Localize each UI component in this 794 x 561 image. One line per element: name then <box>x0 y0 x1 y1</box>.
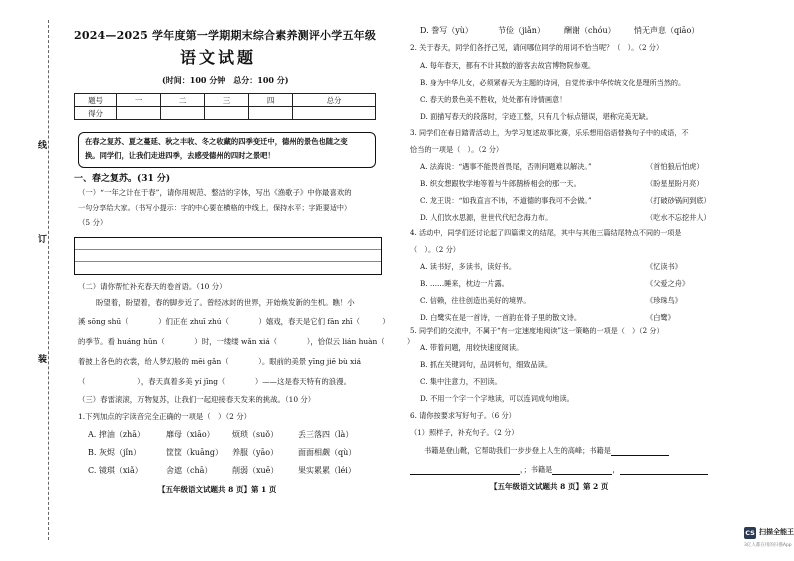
score-table-cell: 总分 <box>293 94 376 107</box>
answer-blank[interactable] <box>552 474 612 475</box>
q2-stem: 2. 关于春天，同学们各抒己见，请问哪位同学的用词不恰当呢？（ ）。（2 分） <box>410 43 664 52</box>
q3-option-proverb: （打破砂锅问到底） <box>646 196 711 205</box>
option-item: 酬谢（chóu） <box>564 26 616 35</box>
answer-blank[interactable] <box>620 474 708 475</box>
q6-semi-text: ；书籍是 <box>523 465 553 474</box>
q3-option-proverb: （吃水不忘挖井人） <box>646 213 711 222</box>
option-item: 果实累累（léi） <box>298 466 356 475</box>
q2-option[interactable]: C. 春天的景色美不胜收，处处都有诗情画意！ <box>420 95 567 104</box>
binding-char-bind: 装 <box>38 355 48 365</box>
q5-option[interactable]: B. 抓在关键词句，品词析句，细致品读。 <box>420 360 553 369</box>
score-table-score-row <box>75 107 376 120</box>
camscanner-tagline: 3亿人都在用的扫描App <box>744 543 792 548</box>
q2-passage-line[interactable]: 溪 sōng shū（ ）们正在 zhuī zhú（ ）嬉戏，春天是它们 fān zhī（ ） <box>78 317 390 326</box>
score-table-cell: 三 <box>205 94 249 107</box>
score-table-header-row <box>75 94 376 107</box>
handwriting-guide-line <box>75 249 381 250</box>
q2-passage-line[interactable]: （ ），春天真着多美 yí jīng（ ）——这是春天特有的浪漫。 <box>78 377 351 386</box>
binding-dashed-line <box>48 20 49 540</box>
q4-option-source: 《白鹭》 <box>646 313 675 322</box>
q6-stem: 6. 请你按要求写好句子。（6 分） <box>410 411 516 420</box>
q3-option[interactable]: B. 织女想跟牧学地等着与牛郎鹊桥相会的那一天。 <box>420 179 581 188</box>
option-item[interactable]: A. 搾油（zhā） <box>88 430 145 439</box>
option-item[interactable]: D. 誊写（yù） <box>420 26 473 35</box>
q2-option[interactable]: B. 身为中华儿女，必须紧春天为主题的诗词，自觉传承中华传统文化是理所当然的。 <box>420 78 686 87</box>
option-item: 烦琐（suǒ） <box>232 430 279 439</box>
score-input-cell[interactable] <box>161 107 205 120</box>
option-item: 削弱（xuē） <box>232 466 279 475</box>
q5-stem: 5. 同学们的交流中，不属于“有一定速度地阅读”这一策略的一项是（ ）（2 分） <box>410 326 664 335</box>
q3-option-proverb: （盼星星盼月亮） <box>646 179 704 188</box>
right-page <box>408 0 728 561</box>
camscanner-logo-icon: CS <box>745 529 755 537</box>
score-input-cell[interactable] <box>249 107 293 120</box>
exam-main-title: 语文试题 <box>180 48 257 67</box>
exam-time-info: (时间：100 分钟 总分：100 分) <box>162 75 289 85</box>
answer-blank[interactable] <box>410 474 520 475</box>
score-input-cell[interactable] <box>293 107 376 120</box>
q5-option[interactable]: A. 带着问题，用较快速度阅读。 <box>420 343 524 352</box>
q1-line: （一）“一年之计在于春”，请你用规范、整洁的字体，写出《渔歌子》中你最喜欢的 <box>78 188 352 197</box>
q2-title: （二）请你帮忙补充春天的卷首语。（10 分） <box>78 282 227 291</box>
q6-comma: ， <box>520 465 524 474</box>
q1-line: （5 分） <box>78 218 108 227</box>
q4-option-source: 《忆读书》 <box>646 262 682 271</box>
q6-answer-line <box>410 466 708 475</box>
option-item: 悄无声息（qiāo） <box>634 26 700 35</box>
intro-line: 在春之复苏、夏之蔓延、秋之丰收、冬之收藏的四季变迁中，德州的景色也随之变 <box>85 137 348 146</box>
answer-blank[interactable] <box>611 455 669 456</box>
option-item: 丢三落四（là） <box>298 430 354 439</box>
option-item: 靡母（xiāo） <box>166 430 215 439</box>
q6-1-stem: （1）照样子，补充句子。（2 分） <box>410 428 519 437</box>
q4-option[interactable]: D. 白鹭实在是一首诗，一首韵在骨子里的散文诗。 <box>420 313 582 322</box>
score-table <box>74 93 376 120</box>
q4-option-source: 《父爱之舟》 <box>646 279 690 288</box>
page-footer-2: 【五年级语文试题共 8 页】第 2 页 <box>490 482 609 491</box>
binding-char-order: 订 <box>38 235 48 245</box>
option-item: 面面相觑（qù） <box>298 448 357 457</box>
option-item: 舍遮（chā） <box>166 466 213 475</box>
score-table-cell: 二 <box>161 94 205 107</box>
option-item: 养服（yāo） <box>232 448 279 457</box>
q2-passage-line[interactable]: 着披上各色的衣裳，给人梦幻般的 mēi gǎn（ ）。眼前的美景 yīng jiē bù xiá <box>78 357 362 366</box>
q3-option[interactable]: C. 龙王说：“如我直言不讳，不道德的事我可不会做。” <box>420 196 592 205</box>
binding-margin <box>0 0 60 561</box>
q3-title: （三）春雷滚滚，万物复苏，让我们一起迎接春天发来的挑战。（10 分） <box>78 395 316 404</box>
q5-option[interactable]: D. 不用一个字一个字地读，可以连词成句地读。 <box>420 394 574 403</box>
score-table-cell: 四 <box>249 94 293 107</box>
q3-1-stem: 1.下列加点的字读音完全正确的一项是（ ）（2 分） <box>78 412 251 421</box>
q3-option-proverb: （首怕狼后怕虎） <box>646 162 704 171</box>
option-item: 节俭（jiǎn） <box>498 26 545 35</box>
option-item[interactable]: C. 镜琪（xiǎ） <box>88 466 143 475</box>
q1-line: 一句分享给大家。（书写小提示：字的中心要在横格的中线上，保持水平；字距要适中） <box>78 203 352 212</box>
q2-passage-line: 盼望着，盼望着，春的脚步近了。曾经冰封的世界，开始焕发新的生机。瞧！小 <box>96 298 355 307</box>
q2-passage-line[interactable]: 的季节。看 huáng hūn（ ）时，一缕缕 wǎn xiá（ ），恰似云 lián huàn（ ） <box>78 337 415 346</box>
left-page <box>66 0 415 561</box>
score-table-cell: 题号 <box>75 94 117 107</box>
q6-example-sentence <box>424 447 669 456</box>
q4-stem-line: （ ）。（2 分） <box>410 245 460 254</box>
score-table-row-label: 得分 <box>75 107 117 120</box>
q3-stem-line: 恰当的一项是（ ）。（2 分） <box>410 145 504 154</box>
q5-option[interactable]: C. 集中注意力，不回读。 <box>420 377 502 386</box>
section1-title: 一、春之复苏。(31 分) <box>74 174 171 184</box>
camscanner-brand: 扫描全能王 <box>759 528 794 536</box>
score-table-cell: 一 <box>117 94 161 107</box>
intro-line: 换。同学们，让我们走进四季，去感受德州的四时之景吧！ <box>85 151 275 160</box>
q4-option[interactable]: C. 信赖，往往创造出美好的境界。 <box>420 296 531 305</box>
score-input-cell[interactable] <box>117 107 161 120</box>
option-item: 筐筐（kuāng） <box>166 448 224 457</box>
q4-stem-line: 4. 活动中，同学们还讨论起了四篇课文的结尾，其中与其他三篇结尾特点不同的一项是 <box>410 228 682 237</box>
q4-option[interactable]: B. ……睡来，枕边一片露。 <box>420 279 509 288</box>
option-item[interactable]: B. 灰烬（jǐn） <box>88 448 142 457</box>
q3-option[interactable]: D. 人们饮水思源，世世代代纪念海力布。 <box>420 213 553 222</box>
exam-header-title: 2024—2025 学年度第一学期期末综合素养测评小学五年级 <box>74 29 377 42</box>
q6-comma-2: ， <box>612 465 620 474</box>
handwriting-guide-line <box>75 261 381 262</box>
q4-option[interactable]: A. 读书好，多读书，读好书。 <box>420 262 517 271</box>
q2-option[interactable]: D. 面描写春天的段落时，字迹工整，只有几个标点错误，堪称完美无缺。 <box>420 112 653 121</box>
q4-option-source: 《珍珠鸟》 <box>646 296 682 305</box>
q3-option[interactable]: A. 法海说：“遇事不能畏首畏尾，否则问题难以解决。” <box>420 162 592 171</box>
intro-box <box>78 132 376 168</box>
q3-stem-line: 3. 同学们在春日踏青活动上，为学习复述故事比赛，乐乐想用俗语替换句子中的成语，不 <box>410 128 689 137</box>
q2-option[interactable]: A. 每年春天，都有不计其数的游客去故宫博物院参观。 <box>420 61 596 70</box>
binding-char-line: 线 <box>38 141 48 151</box>
q6-example-text: 书籍是登山靴，它帮助我们一步步登上人生的高峰；书籍是 <box>424 446 611 455</box>
page-footer-1: 【五年级语文试题共 8 页】第 1 页 <box>158 485 277 494</box>
score-input-cell[interactable] <box>205 107 249 120</box>
handwriting-box[interactable] <box>74 237 382 275</box>
